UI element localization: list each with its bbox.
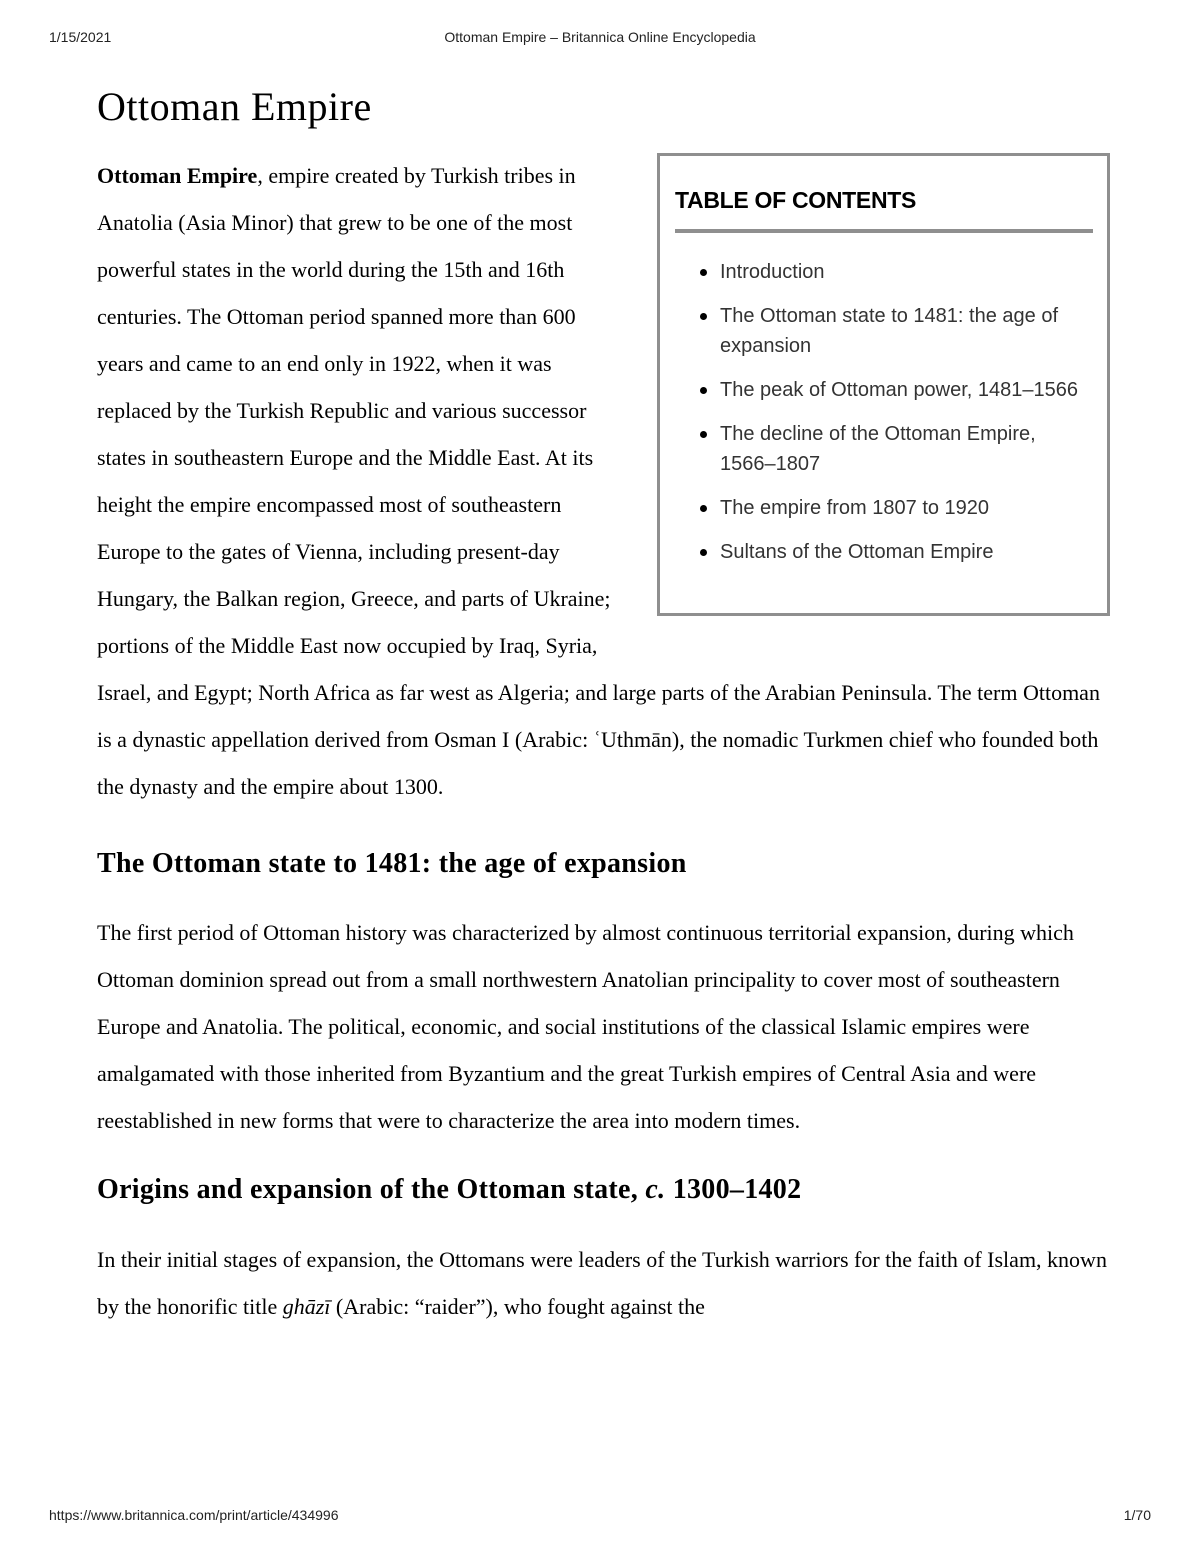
intro-text: , empire created by Turkish tribes in Anatolia (Asia Minor) that grew to be one of the most powerful states in the world during the 15th and 16th centuries. The Ottoman period spanned more than 600 years and came to an end only in 1922, when it was replaced by the Turkish Republic and various successor states in southeastern Europe and the Middle East. At its height the empire encompassed most of southeastern Europe to the gates of Vienna, including present-day Hungary, the Balkan region, Greece, and parts of Ukraine; portions of the Middle East now occupied by Iraq, Syria, Israel, and Egypt; North Africa as far west as Algeria; and large parts of the Arabian Peninsula. The term Ottoman is a dynastic appellation derived from Osman I (Arabic: ʿUthmān), the nomadic Turkmen chief who founded both the dynasty and the empire about 1300. [97, 163, 1100, 799]
toc-item-age-of-expansion[interactable]: The Ottoman state to 1481: the age of expansion [720, 301, 1093, 361]
print-header-title: Ottoman Empire – Britannica Online Encyclopedia [444, 29, 756, 45]
table-of-contents [657, 153, 1110, 616]
section-paragraph-age-of-expansion: The first period of Ottoman history was characterized by almost continuous territorial expansion, during which Ottoman dominion spread out from a small northwestern Anatolian principality to cover most of southeastern Europe and Anatolia. The political, economic, and social institutions of the classical Islamic empires were amalgamated with those inherited from Byzantium and the great Turkish empires of Central Asia and were reestablished in new forms that were to characterize the area into modern times. [97, 920, 1074, 1133]
paragraph-text: In their initial stages of expansion, the Ottomans were leaders of the Turkish warriors for the faith of Islam, known by the honorific title [97, 1247, 1107, 1319]
print-footer-url[interactable]: https://www.britannica.com/print/article/434996 [49, 1507, 339, 1523]
toc-title: TABLE OF CONTENTS [675, 156, 1093, 233]
toc-item-sultans[interactable]: Sultans of the Ottoman Empire [720, 537, 1093, 567]
term-ghazi: ghāzī [282, 1294, 331, 1319]
toc-item-empire-1807-1920[interactable]: The empire from 1807 to 1920 [720, 493, 1093, 523]
paragraph-text-continued: (Arabic: “raider”), who fought against the [330, 1294, 705, 1319]
heading-circa: c. [645, 1174, 666, 1205]
section-heading-origins [97, 1170, 1107, 1210]
toc-list [675, 257, 1093, 567]
print-header-date: 1/15/2021 [49, 29, 112, 45]
section-heading-age-of-expansion: The Ottoman state to 1481: the age of expansion [97, 848, 687, 879]
toc-item-decline[interactable]: The decline of the Ottoman Empire, 1566–1807 [720, 419, 1093, 479]
heading-dates: 1300–1402 [665, 1174, 802, 1205]
article-title: Ottoman Empire [97, 84, 372, 129]
article [97, 80, 1107, 1330]
intro-lead-term: Ottoman Empire [97, 163, 258, 188]
section-paragraph-origins [97, 1236, 1107, 1330]
print-footer-page-number: 1/70 [1123, 1507, 1151, 1523]
toc-item-introduction[interactable]: Introduction [720, 257, 1093, 287]
toc-item-peak-of-power[interactable]: The peak of Ottoman power, 1481–1566 [720, 375, 1093, 405]
heading-text: Origins and expansion of the Ottoman state, [97, 1174, 646, 1205]
